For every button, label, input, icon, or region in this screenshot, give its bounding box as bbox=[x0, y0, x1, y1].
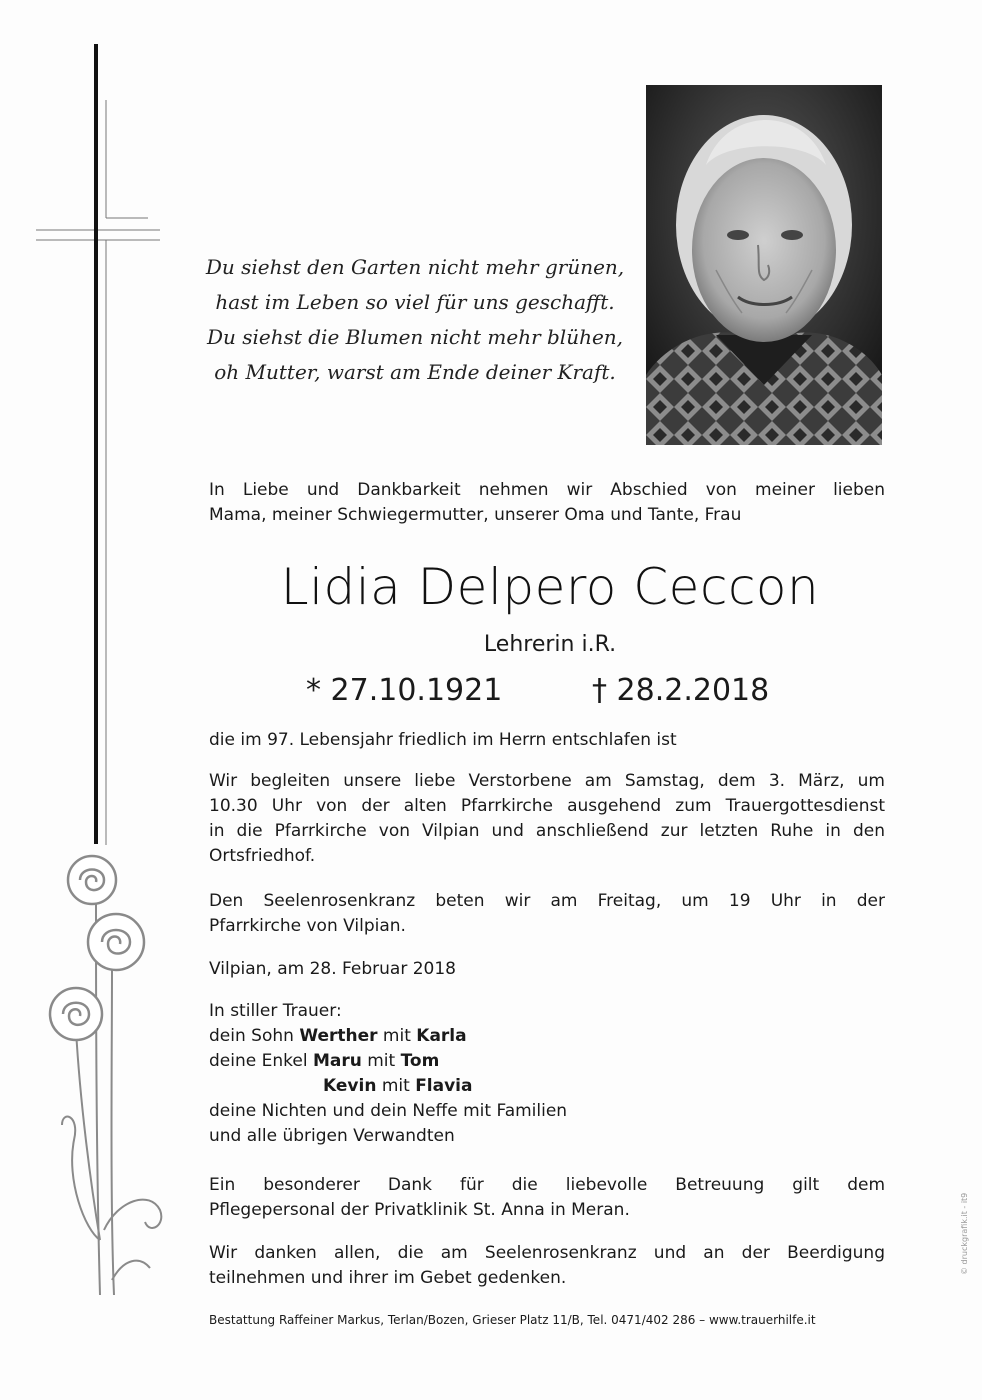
thanks-care-paragraph bbox=[209, 1173, 885, 1223]
poem-line: Du siehst den Garten nicht mehr grünen, bbox=[205, 255, 625, 279]
mourner-joiner: mit bbox=[367, 1051, 396, 1071]
printer-mark: © druckgrafik.it - it9 bbox=[960, 1192, 969, 1275]
intro-paragraph bbox=[209, 478, 885, 528]
funeral-line: in die Pfarrkirche von Vilpian und anschließend zur letzten Ruhe in den bbox=[209, 821, 885, 841]
mourner-line bbox=[209, 1074, 885, 1099]
funeral-line: Ortsfriedhof. bbox=[209, 846, 316, 866]
thanks-line: Pflegepersonal der Privatklinik St. Anna in Meran. bbox=[209, 1200, 630, 1220]
deceased-name: Lidia Delpero Ceccon bbox=[280, 558, 820, 616]
place-date: Vilpian, am 28. Februar 2018 bbox=[209, 959, 456, 979]
death-date: † 28.2.2018 bbox=[592, 673, 770, 708]
portrait-image bbox=[646, 85, 882, 445]
intro-line: In Liebe und Dankbarkeit nehmen wir Abschied von meiner lieben bbox=[209, 480, 885, 500]
mourner-joiner: mit bbox=[381, 1076, 410, 1096]
mourner-name: Karla bbox=[416, 1026, 467, 1046]
mourner-name: Flavia bbox=[415, 1076, 473, 1096]
cross-icon bbox=[36, 44, 160, 845]
thanks-all-paragraph bbox=[209, 1241, 885, 1291]
funeral-line: Wir begleiten unsere liebe Verstorbene am Samstag, dem 3. März, um bbox=[209, 771, 885, 791]
portrait-photo bbox=[646, 85, 882, 445]
poem bbox=[190, 250, 640, 390]
mourner-joiner: mit bbox=[382, 1026, 411, 1046]
mourners-heading: In stiller Trauer: bbox=[209, 1001, 342, 1021]
mourner-prefix: deine Enkel bbox=[209, 1051, 308, 1071]
thanks-line: Wir danken allen, die am Seelenrosenkranz und an der Beerdigung bbox=[209, 1243, 885, 1263]
undertaker-footer: Bestattung Raffeiner Markus, Terlan/Bozen, Grieser Platz 11/B, Tel. 0471/402 286 – www.trauerhilfe.it bbox=[209, 1313, 816, 1327]
mourner-line: deine Nichten und dein Neffe mit Familien bbox=[209, 1101, 568, 1121]
mourner-name: Tom bbox=[400, 1051, 440, 1071]
mourner-line bbox=[209, 1049, 885, 1074]
rosary-line: Pfarrkirche von Vilpian. bbox=[209, 916, 406, 936]
passing-text: die im 97. Lebensjahr friedlich im Herrn entschlafen ist bbox=[209, 730, 677, 750]
rosary-paragraph bbox=[209, 889, 885, 939]
mourner-line: und alle übrigen Verwandten bbox=[209, 1126, 455, 1146]
rose-icon bbox=[50, 856, 144, 1040]
intro-line: Mama, meiner Schwiegermutter, unserer Oma und Tante, Frau bbox=[209, 505, 742, 525]
poem-line: Du siehst die Blumen nicht mehr blühen, bbox=[206, 325, 624, 349]
mourner-prefix: dein Sohn bbox=[209, 1026, 294, 1046]
deceased-profession: Lehrerin i.R. bbox=[483, 632, 617, 657]
mourner-line bbox=[209, 1024, 885, 1049]
poem-line: hast im Leben so viel für uns geschafft. bbox=[215, 290, 615, 314]
birth-date: * 27.10.1921 bbox=[306, 673, 503, 708]
thanks-line: teilnehmen und ihrer im Gebet gedenken. bbox=[209, 1268, 567, 1288]
mourner-name: Maru bbox=[312, 1051, 362, 1071]
thanks-line: Ein besonderer Dank für die liebevolle Betreuung gilt dem bbox=[209, 1175, 885, 1195]
mourner-name: Werther bbox=[299, 1026, 378, 1046]
poem-line: oh Mutter, warst am Ende deiner Kraft. bbox=[214, 360, 616, 384]
rosary-line: Den Seelenrosenkranz beten wir am Freitag, um 19 Uhr in der bbox=[209, 891, 885, 911]
funeral-line: 10.30 Uhr von der alten Pfarrkirche ausgehend zum Trauergottesdienst bbox=[209, 796, 885, 816]
mourner-name: Kevin bbox=[323, 1076, 377, 1096]
funeral-paragraph bbox=[209, 769, 885, 869]
mourners-list bbox=[209, 999, 885, 1149]
